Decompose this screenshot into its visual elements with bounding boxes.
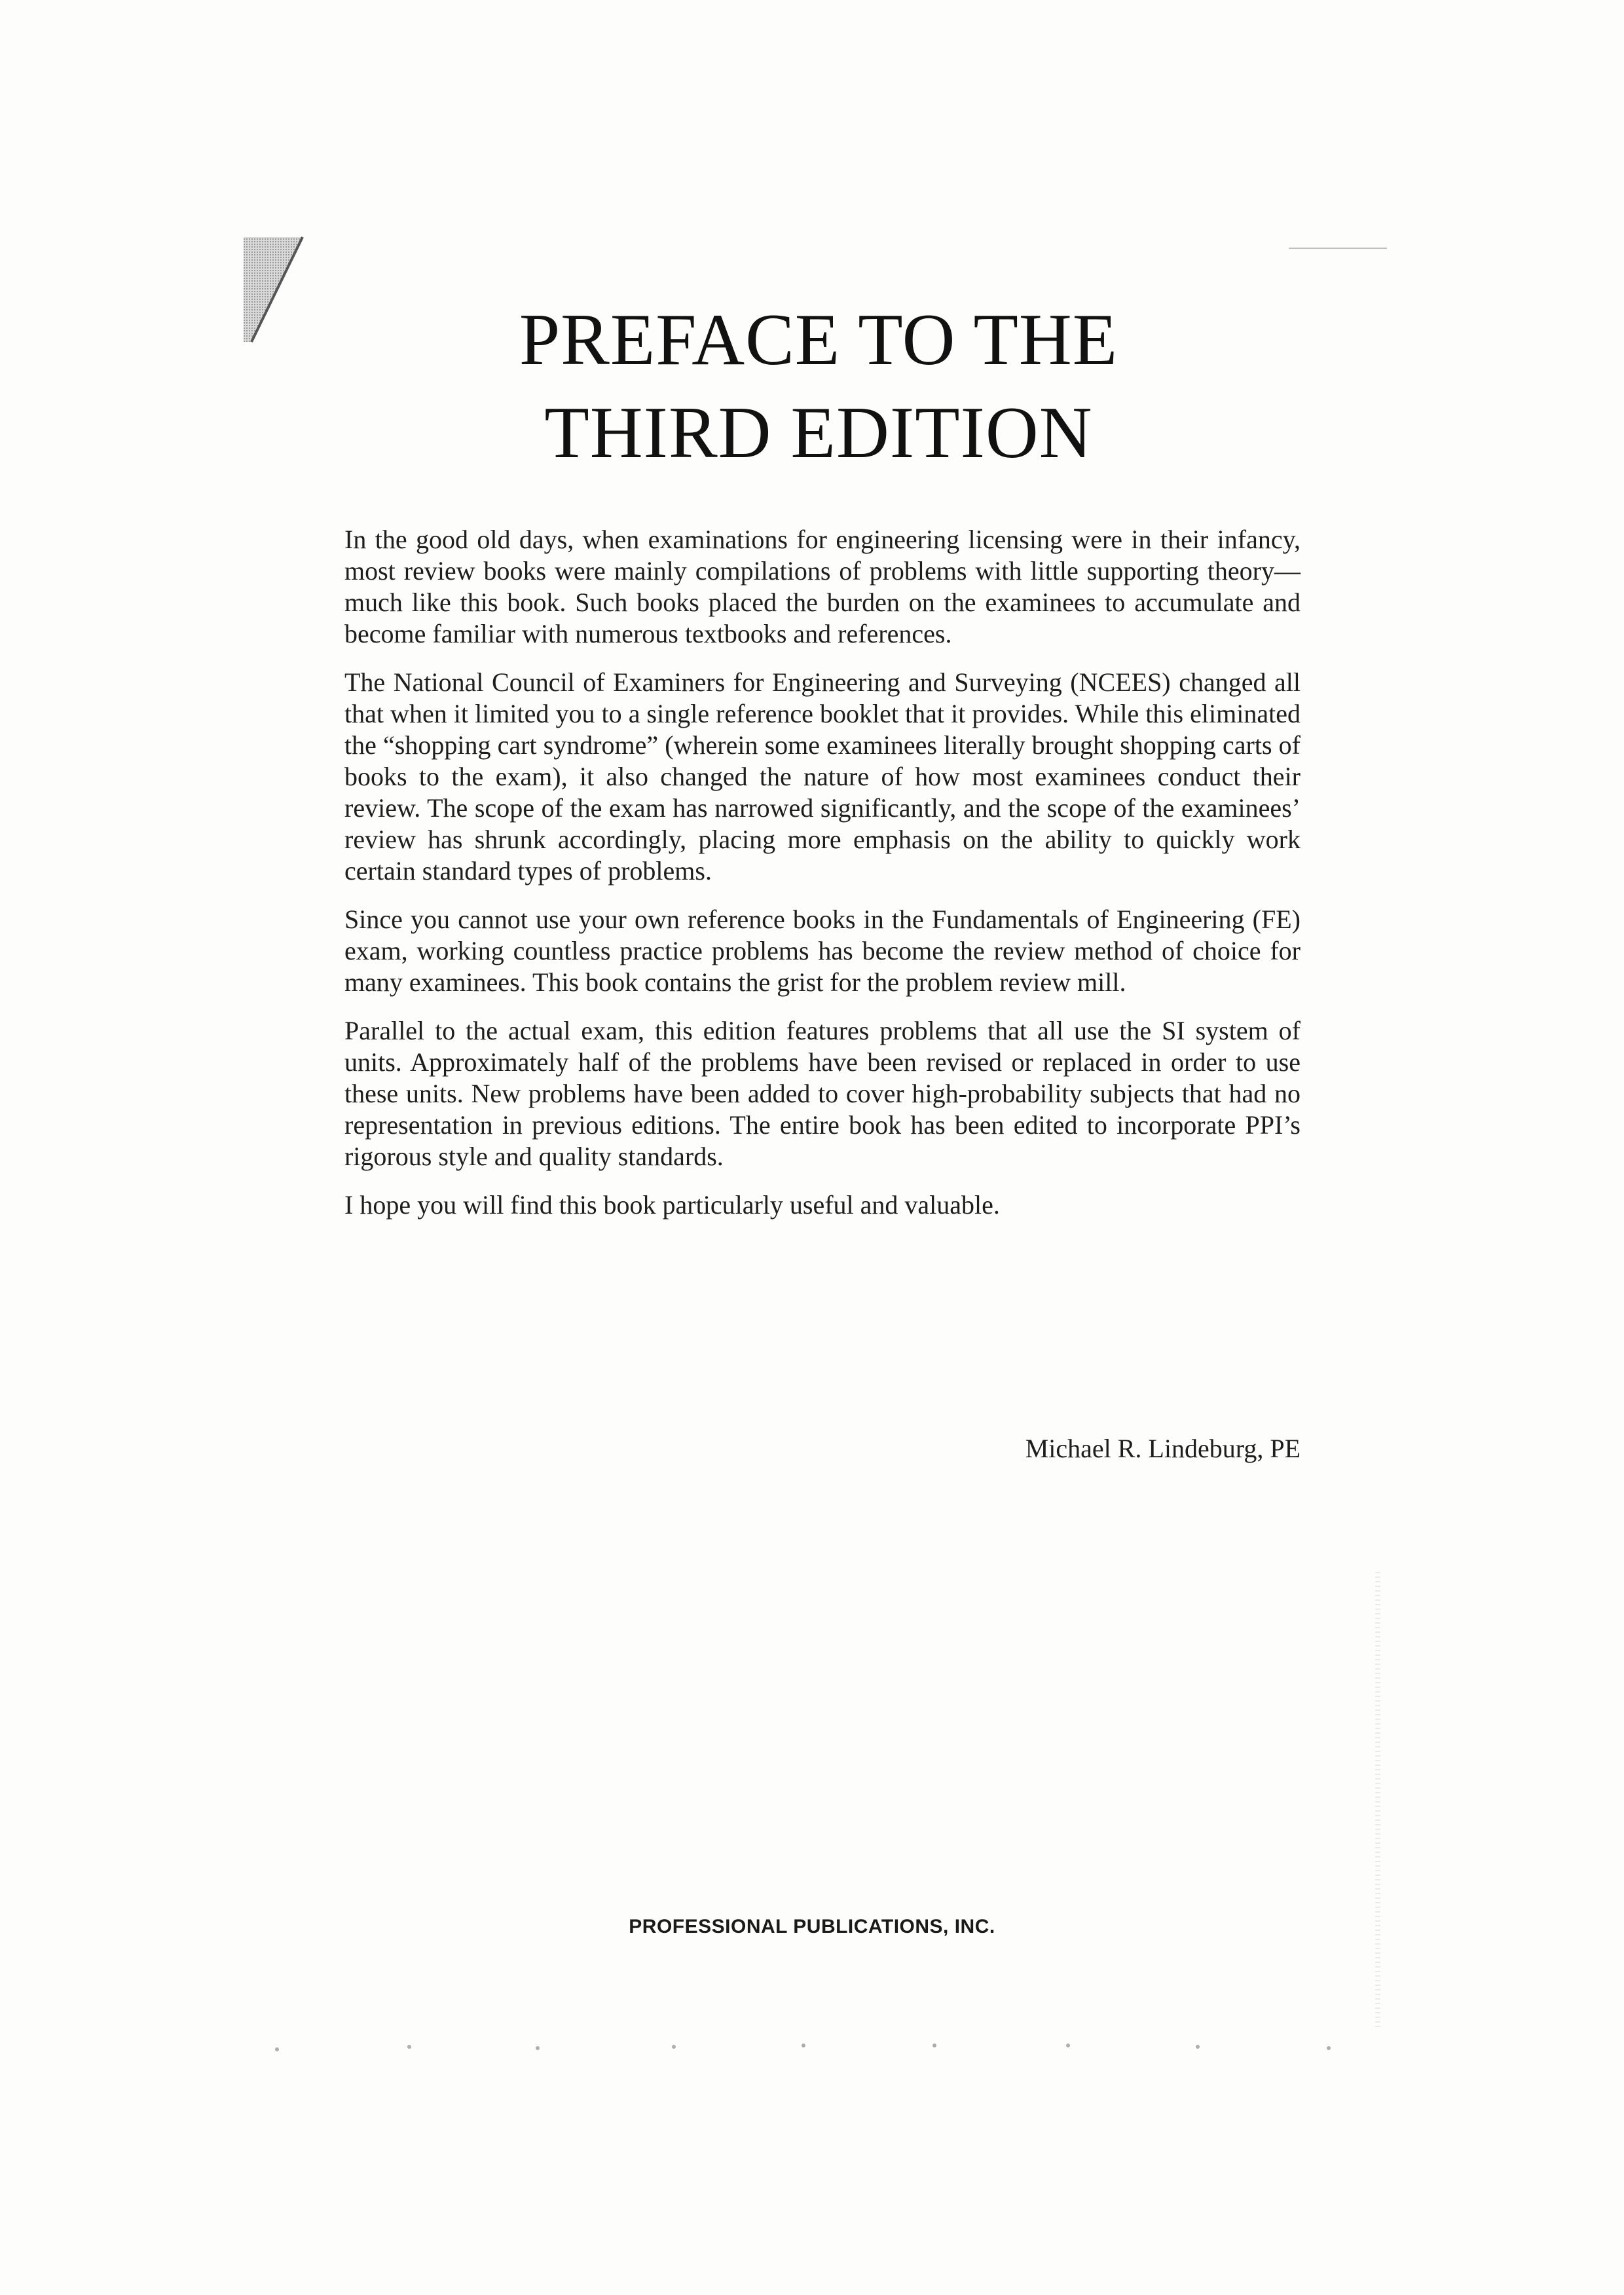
speckle <box>275 2047 279 2051</box>
speckle <box>1066 2043 1070 2047</box>
title-line-1: PREFACE TO THE <box>519 299 1118 381</box>
corner-tab-mark <box>244 231 316 348</box>
speckle <box>407 2045 411 2049</box>
page-title <box>393 293 1244 479</box>
speckle <box>932 2043 936 2047</box>
top-right-rule <box>1289 248 1387 249</box>
title-line-2: THIRD EDITION <box>544 392 1093 474</box>
speckle <box>802 2043 805 2047</box>
paragraph: Since you cannot use your own reference books in the Fundamentals of Engineering (FE) exam, working countless practice problems has become the review method of choice for many examinees. This book contains the grist for the problem review mill. <box>344 905 1301 997</box>
speckle <box>1327 2046 1331 2050</box>
scan-speckle-row <box>262 2042 1336 2055</box>
author-signature: Michael R. Lindeburg, PE <box>1025 1434 1301 1463</box>
speckle <box>672 2045 676 2049</box>
preface-body <box>344 524 1301 1238</box>
scan-edge-noise <box>1375 1572 1380 2030</box>
paragraph: Parallel to the actual exam, this edition features problems that all use the SI system of units. Approximately half of the problems have been revised or replaced in order to use these units. New problems have been added to cover high-probability subjects that had no representation in previous editions. The entire book has been edited to incorporate PPI’s rigorous style and quality standards. <box>344 1016 1301 1171</box>
paragraph: The National Council of Examiners for Engineering and Surveying (NCEES) changed all that when it limited you to a single reference booklet that it provides. While this eliminated the “shopping cart syndrome” (wherein some examinees literally brought shopping carts of books to the exam), it also changed the nature of how most examinees conduct their review. The scope of the exam has narrowed significantly, and the scope of the examinees’ review has shrunk accordingly, placing more emphasis on the ability to quickly work certain standard types of problems. <box>344 667 1301 886</box>
speckle <box>1196 2045 1200 2049</box>
paragraph: In the good old days, when examinations for engineering licensing were in their infancy, most review books were mainly compilations of problems with little supporting theory—much like this book. Such books placed the burden on the examinees to accumulate and become familiar with numerous textbooks and references. <box>344 525 1301 648</box>
publisher-footer: PROFESSIONAL PUBLICATIONS, INC. <box>629 1916 995 1937</box>
speckle <box>536 2046 540 2050</box>
paragraph: I hope you will find this book particularly useful and valuable. <box>344 1190 1000 1220</box>
